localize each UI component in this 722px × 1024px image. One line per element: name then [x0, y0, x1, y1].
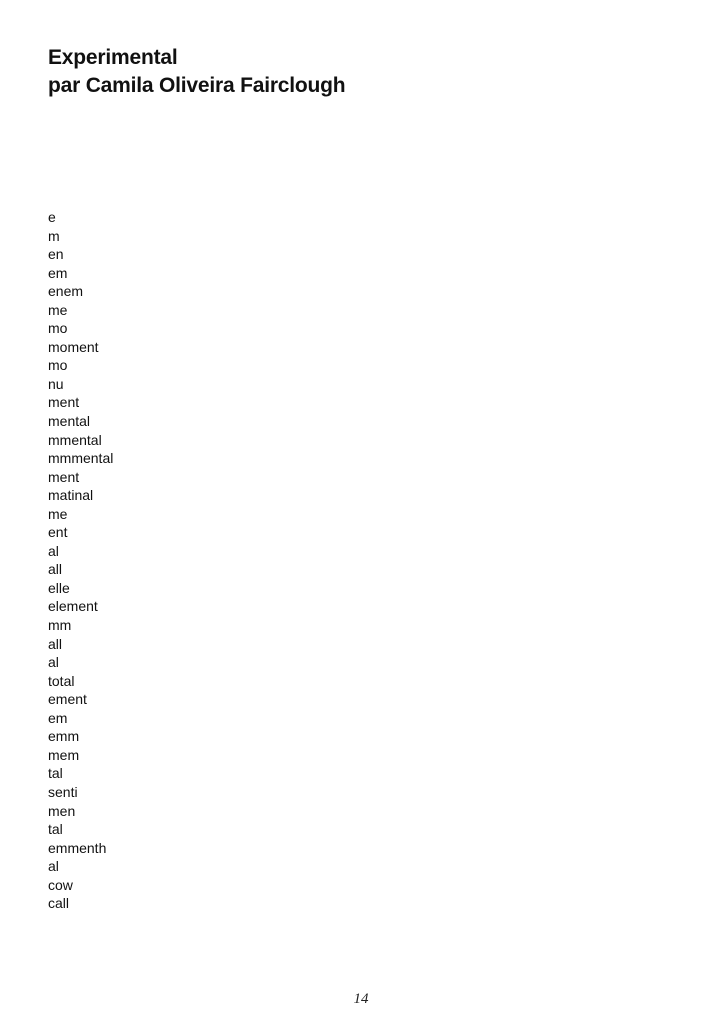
- poem-line: element: [48, 598, 98, 615]
- poem-line: e: [48, 209, 56, 225]
- poem-line: enem: [48, 283, 84, 300]
- poem-line: total: [48, 672, 75, 689]
- poem-line: al: [48, 542, 59, 559]
- poem-line: moment: [48, 338, 99, 355]
- poem-text: [48, 208, 113, 913]
- poem-line: mmental: [48, 431, 102, 448]
- poem-line: cow: [48, 876, 73, 893]
- poem-line: em: [48, 709, 68, 726]
- poem-line: all: [48, 635, 63, 652]
- poem-line: en: [48, 246, 64, 263]
- page-number: 14: [353, 991, 369, 1007]
- poem-line: me: [48, 301, 68, 318]
- poem-line: ent: [48, 524, 68, 541]
- poem-line: tal: [48, 765, 63, 782]
- poem-line: tal: [48, 821, 63, 838]
- poem-line: senti: [48, 783, 78, 800]
- poem-line: mo: [48, 357, 68, 374]
- poem-line: ement: [48, 691, 87, 708]
- poem-line: call: [48, 895, 70, 912]
- poem-line: all: [48, 561, 63, 578]
- poem-line: al: [48, 654, 59, 671]
- poem-line: mem: [48, 746, 80, 763]
- poem-line: matinal: [48, 487, 94, 504]
- poem-line: mmmental: [48, 450, 114, 467]
- poem-line: emm: [48, 728, 80, 745]
- page-title: Experimental: [48, 46, 178, 69]
- title-block: [48, 44, 345, 100]
- poem-line: ment: [48, 394, 80, 411]
- poem-line: nu: [48, 375, 64, 392]
- poem-line: ment: [48, 468, 80, 485]
- poem-line: al: [48, 858, 59, 875]
- poem-line: em: [48, 264, 68, 281]
- poem-line: mo: [48, 320, 68, 337]
- poem-line: emmenth: [48, 839, 107, 856]
- author-byline: par Camila Oliveira Fairclough: [48, 74, 346, 97]
- poem-line: men: [48, 802, 76, 819]
- poem-line: elle: [48, 579, 70, 596]
- poem-line: m: [48, 227, 60, 244]
- poem-line: mental: [48, 413, 91, 430]
- poem-line: me: [48, 505, 68, 522]
- poem-line: mm: [48, 617, 72, 634]
